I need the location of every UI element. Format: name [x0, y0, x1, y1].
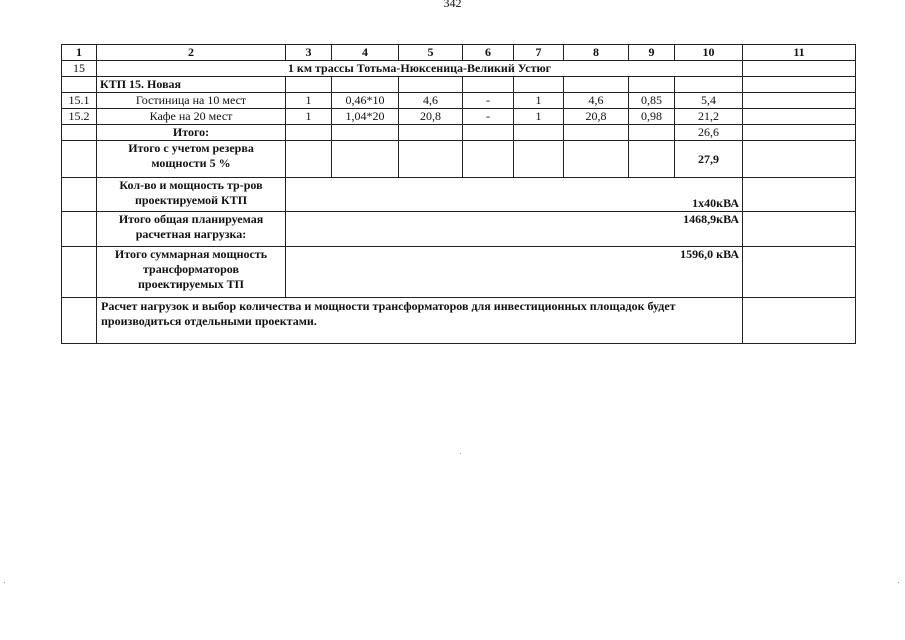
- cell-col6: -: [463, 109, 514, 125]
- empty-cell: [629, 77, 675, 93]
- cell-col5: 4,6: [399, 93, 463, 109]
- scan-speck: [460, 453, 461, 454]
- transformers-value: 1х40кВА: [286, 178, 743, 212]
- empty-cell: [463, 141, 514, 178]
- empty-cell: [463, 125, 514, 141]
- empty-cell: [399, 141, 463, 178]
- empty-cell: [463, 77, 514, 93]
- empty-cell: [62, 247, 97, 298]
- empty-cell: [286, 125, 332, 141]
- total-label: Итого:: [97, 125, 286, 141]
- header-cell-11: 11: [743, 45, 856, 61]
- empty-cell: [743, 178, 856, 212]
- section-row: [62, 61, 856, 77]
- cell-col10: 5,4: [675, 93, 743, 109]
- empty-cell: [743, 247, 856, 298]
- total-reserve-value: 27,9: [675, 141, 743, 178]
- total-power-row: [62, 247, 856, 298]
- empty-cell: [62, 125, 97, 141]
- empty-cell: [399, 77, 463, 93]
- empty-cell: [743, 212, 856, 247]
- object-name: Гостиница на 10 мест: [97, 93, 286, 109]
- empty-cell: [743, 298, 856, 344]
- header-cell-1: 1: [62, 45, 97, 61]
- cell-col3: 1: [286, 109, 332, 125]
- header-cell-9: 9: [629, 45, 675, 61]
- header-cell-3: 3: [286, 45, 332, 61]
- cell-col4: 0,46*10: [332, 93, 399, 109]
- cell-col5: 20,8: [399, 109, 463, 125]
- empty-cell: [675, 77, 743, 93]
- cell-col10: 21,2: [675, 109, 743, 125]
- empty-cell: [743, 141, 856, 178]
- empty-cell: [332, 125, 399, 141]
- object-name: Кафе на 20 мест: [97, 109, 286, 125]
- total-reserve-row: [62, 141, 856, 178]
- empty-cell: [62, 212, 97, 247]
- note-text: Расчет нагрузок и выбор количества и мощности трансформаторов для инвестиционных площадок будет производиться отдельными проектами.: [97, 298, 743, 344]
- cell-col7: 1: [514, 109, 564, 125]
- ktp-title: КТП 15. Новая: [97, 77, 286, 93]
- cell-col9: 0,85: [629, 93, 675, 109]
- section-number: 15: [62, 61, 97, 77]
- header-cell-8: 8: [564, 45, 629, 61]
- cell-col7: 1: [514, 93, 564, 109]
- header-cell-6: 6: [463, 45, 514, 61]
- planned-load-row: [62, 212, 856, 247]
- scan-speck: [898, 582, 899, 583]
- empty-cell: [332, 77, 399, 93]
- header-row: [62, 45, 856, 61]
- empty-cell: [564, 77, 629, 93]
- total-row: [62, 125, 856, 141]
- cell-col3: 1: [286, 93, 332, 109]
- cell-col8: 4,6: [564, 93, 629, 109]
- cell-col9: 0,98: [629, 109, 675, 125]
- empty-cell: [629, 141, 675, 178]
- empty-cell: [62, 77, 97, 93]
- empty-cell: [743, 77, 856, 93]
- cell-col6: -: [463, 93, 514, 109]
- total-value: 26,6: [675, 125, 743, 141]
- cell-col4: 1,04*20: [332, 109, 399, 125]
- load-calculation-table: [61, 44, 856, 344]
- total-power-label: Итого суммарная мощность трансформаторов проектируемых ТП: [97, 247, 286, 298]
- empty-cell: [332, 141, 399, 178]
- total-power-value: 1596,0 кВА: [286, 247, 743, 298]
- empty-cell: [743, 125, 856, 141]
- empty-cell: [743, 109, 856, 125]
- empty-cell: [62, 141, 97, 178]
- empty-cell: [286, 141, 332, 178]
- empty-cell: [564, 141, 629, 178]
- empty-cell: [743, 61, 856, 77]
- empty-cell: [564, 125, 629, 141]
- page-number: 342: [443, 0, 462, 10]
- planned-load-label: Итого общая планируемая расчетная нагрузка:: [97, 212, 286, 247]
- row-number: 15.1: [62, 93, 97, 109]
- transformers-row: [62, 178, 856, 212]
- row-number: 15.2: [62, 109, 97, 125]
- empty-cell: [62, 298, 97, 344]
- empty-cell: [514, 77, 564, 93]
- empty-cell: [514, 141, 564, 178]
- header-cell-10: 10: [675, 45, 743, 61]
- table-row: [62, 93, 856, 109]
- empty-cell: [62, 178, 97, 212]
- scan-speck: [4, 582, 5, 583]
- empty-cell: [399, 125, 463, 141]
- planned-load-value: 1468,9кВА: [286, 212, 743, 247]
- total-reserve-label: Итого с учетом резерва мощности 5 %: [97, 141, 286, 178]
- header-cell-7: 7: [514, 45, 564, 61]
- transformers-label: Кол-во и мощность тр-ров проектируемой КТП: [97, 178, 286, 212]
- empty-cell: [286, 77, 332, 93]
- empty-cell: [743, 93, 856, 109]
- empty-cell: [514, 125, 564, 141]
- cell-col8: 20,8: [564, 109, 629, 125]
- table-row: [62, 109, 856, 125]
- ktp-row: [62, 77, 856, 93]
- note-row: [62, 298, 856, 344]
- header-cell-5: 5: [399, 45, 463, 61]
- section-title: 1 км трассы Тотьма-Нюксеница-Великий Устюг: [97, 61, 743, 77]
- empty-cell: [629, 125, 675, 141]
- header-cell-4: 4: [332, 45, 399, 61]
- header-cell-2: 2: [97, 45, 286, 61]
